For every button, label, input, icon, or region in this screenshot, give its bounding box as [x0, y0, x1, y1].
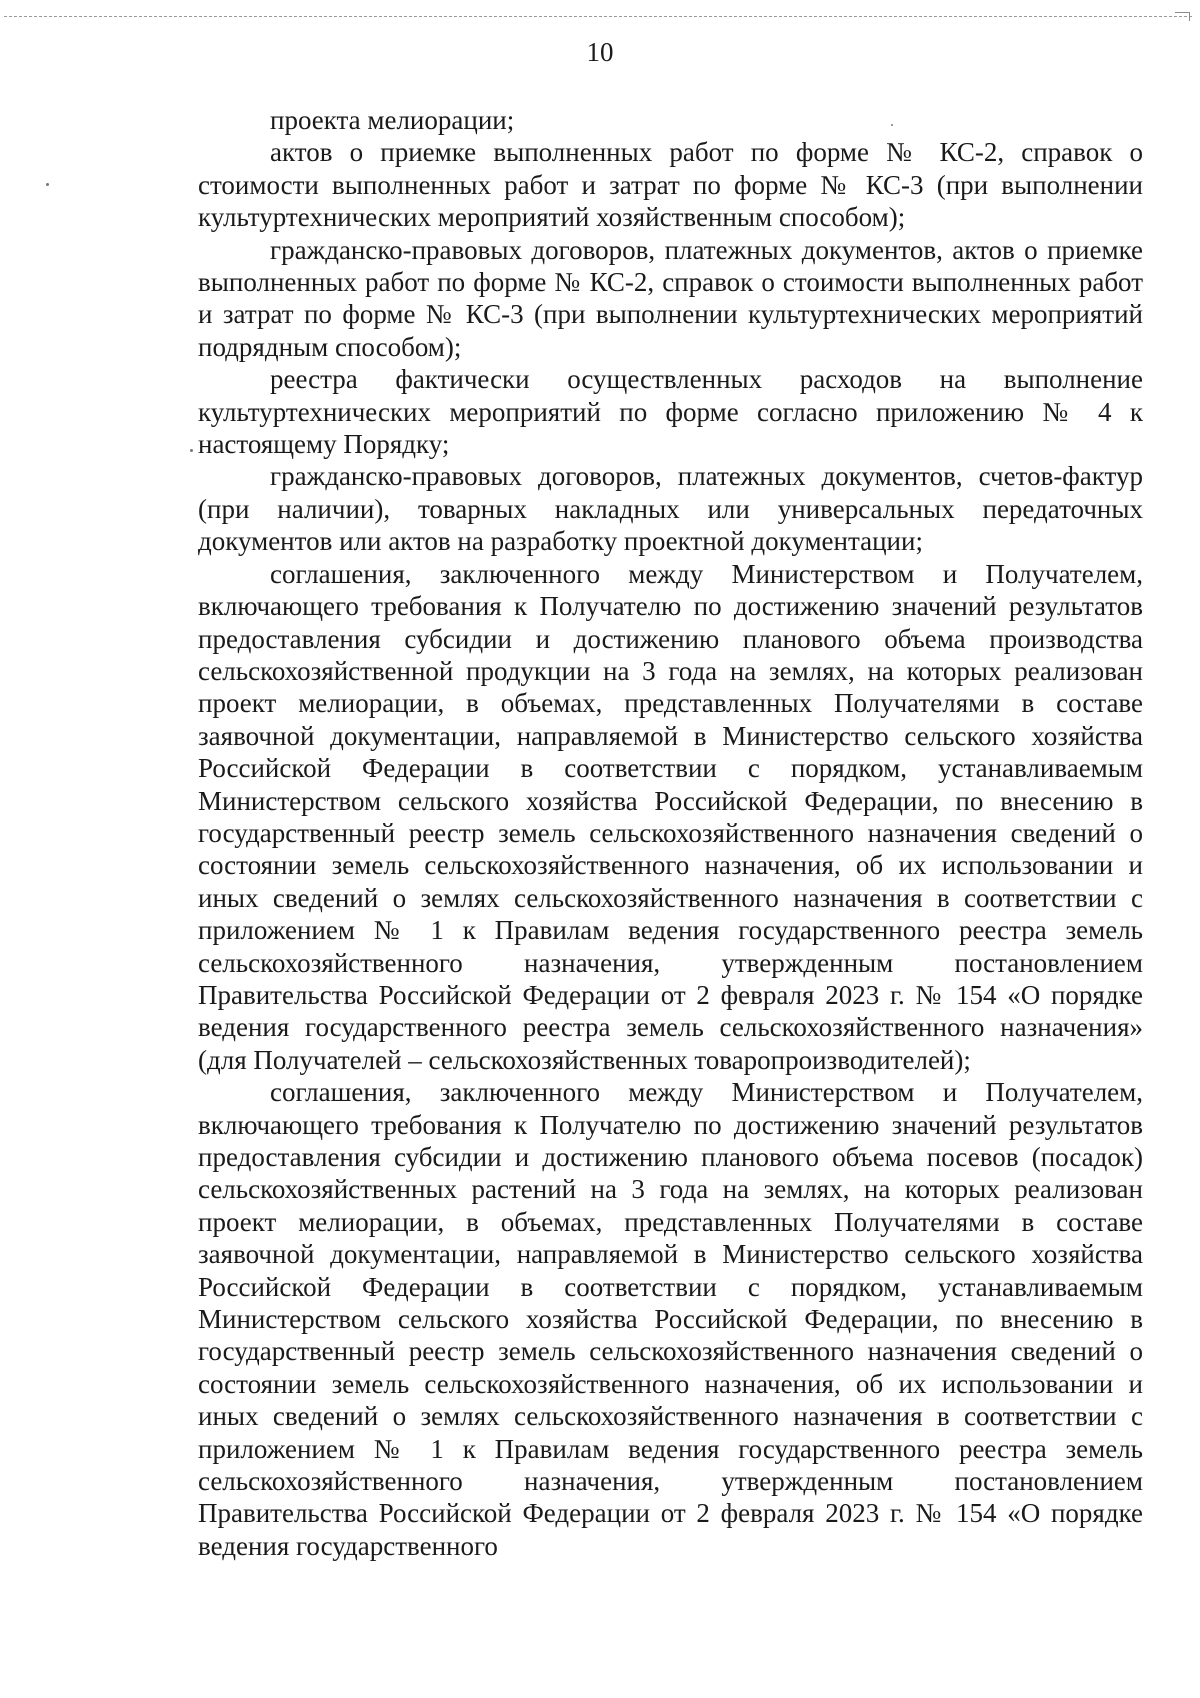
- scan-speck: [46, 183, 49, 186]
- scan-speck: [891, 124, 893, 126]
- paragraph-agreement-sowing: соглашения, заключенного между Министерством и Получателем, включающего требования к Получателю по достижению значений результатов предоставления субсидии и достижению планового объема посевов (посадок) сельскохозяйственных растений на 3 года на землях, на которых реализован проект мелиорации, в объемах, представленных Получателями в составе заявочной документации, направляемой в Министерство сельского хозяйства Российской Федерации в соответствии с порядком, устанавливаемым Министерством сельского хозяйства Российской Федерации, по внесению в государственный реестр земель сельскохозяйственного назначения сведений о состоянии земель сельскохозяйственного назначения, об их использовании и иных сведений о землях сельскохозяйственного назначения в соответствии с приложением № 1 к Правилам ведения государственного реестра земель сельскохозяйственного назначения, утвержденным постановлением Правительства Российской Федерации от 2 февраля 2023 г. № 154 «О порядке ведения государственного: [198, 1077, 1143, 1561]
- paragraph-contracts-contractor-method: гражданско-правовых договоров, платежных документов, актов о приемке выполненных работ по форме № КС-2, справок о стоимости выполненных работ и затрат по форме № КС-3 (при выполнении культуртехнических мероприятий подрядным способом);: [198, 234, 1143, 362]
- scan-speck: [190, 449, 193, 452]
- paragraph-expense-register: реестра фактически осуществленных расходов на выполнение культуртехнических мероприятий по форме согласно приложению № 4 к настоящему Порядку;: [198, 364, 1143, 460]
- document-body: [198, 104, 1143, 1562]
- paragraph-project-documentation: гражданско-правовых договоров, платежных документов, счетов-фактур (при наличии), товарных накладных или универсальных передаточных документов или актов на разработку проектной документации;: [198, 461, 1143, 557]
- scan-corner-mark: [1175, 12, 1190, 21]
- page-number: 10: [586, 37, 614, 67]
- paragraph-agreement-production: соглашения, заключенного между Министерством и Получателем, включающего требования к Получателю по достижению значений результатов предоставления субсидии и достижению планового объема производства сельскохозяйственной продукции на 3 года на землях, на которых реализован проект мелиорации, в объемах, представленных Получателями в составе заявочной документации, направляемой в Министерство сельского хозяйства Российской Федерации в соответствии с порядком, устанавливаемым Министерством сельского хозяйства Российской Федерации, по внесению в государственный реестр земель сельскохозяйственного назначения сведений о состоянии земель сельскохозяйственного назначения, об их использовании и иных сведений о землях сельскохозяйственного назначения в соответствии с приложением № 1 к Правилам ведения государственного реестра земель сельскохозяйственного назначения, утвержденным постановлением Правительства Российской Федерации от 2 февраля 2023 г. № 154 «О порядке ведения государственного реестра земель сельскохозяйственного назначения» (для Получателей – сельскохозяйственных товаропроизводителей);: [198, 558, 1143, 1075]
- paragraph-melioration-project: проекта мелиорации;: [270, 105, 515, 135]
- paragraph-acts-own-method: актов о приемке выполненных работ по форме № КС-2, справок о стоимости выполненных работ и затрат по форме № КС-3 (при выполнении культуртехнических мероприятий хозяйственным способом);: [198, 137, 1143, 233]
- scan-edge-line: [4, 16, 1192, 17]
